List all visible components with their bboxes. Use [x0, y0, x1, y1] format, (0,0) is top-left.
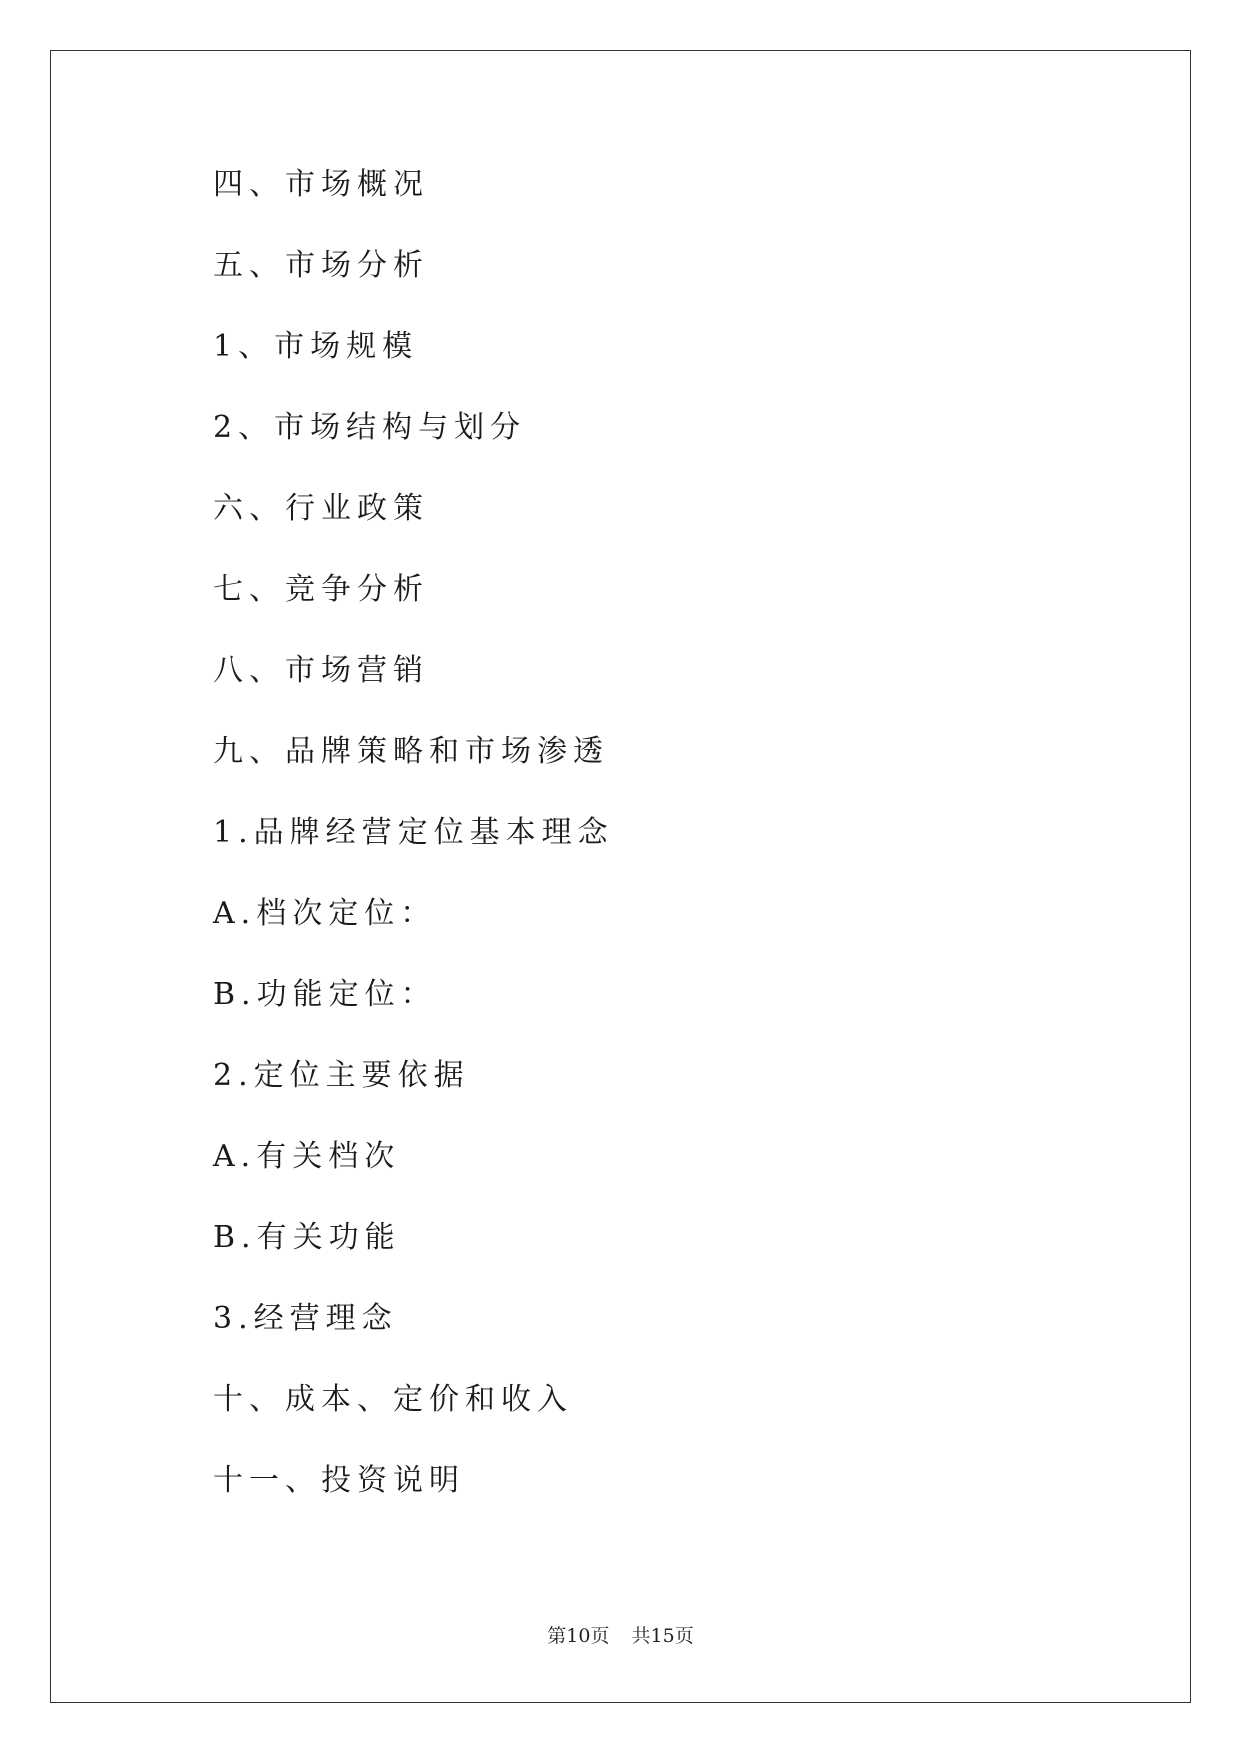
subsection-9-2: 2.定位主要依据 [213, 1058, 470, 1093]
subsection-9-3: 3.经营理念 [213, 1301, 398, 1336]
section-heading-10: 十、成本、定价和收入 [213, 1382, 573, 1417]
page-frame [50, 50, 1191, 1703]
item-9-2-a: A.有关档次 [213, 1139, 401, 1174]
subsection-5-1: 1、市场规模 [213, 329, 419, 364]
section-heading-6: 六、行业政策 [213, 491, 429, 526]
item-9-1-b: B.功能定位： [213, 977, 437, 1012]
section-heading-11: 十一、投资说明 [213, 1463, 465, 1498]
subsection-5-2: 2、市场结构与划分 [213, 410, 527, 445]
section-heading-7: 七、竞争分析 [213, 572, 429, 607]
page-footer [0, 1624, 1241, 1648]
section-heading-9: 九、品牌策略和市场渗透 [213, 734, 609, 769]
item-9-2-b: B.有关功能 [213, 1220, 401, 1255]
item-9-1-a: A.档次定位： [213, 896, 437, 931]
total-pages: 共15页 [631, 1625, 694, 1647]
section-heading-5: 五、市场分析 [213, 248, 429, 283]
section-heading-4: 四、市场概况 [213, 167, 429, 202]
subsection-9-1: 1.品牌经营定位基本理念 [213, 815, 614, 850]
section-heading-8: 八、市场营销 [213, 653, 429, 688]
current-page-number: 第10页 [547, 1625, 610, 1647]
